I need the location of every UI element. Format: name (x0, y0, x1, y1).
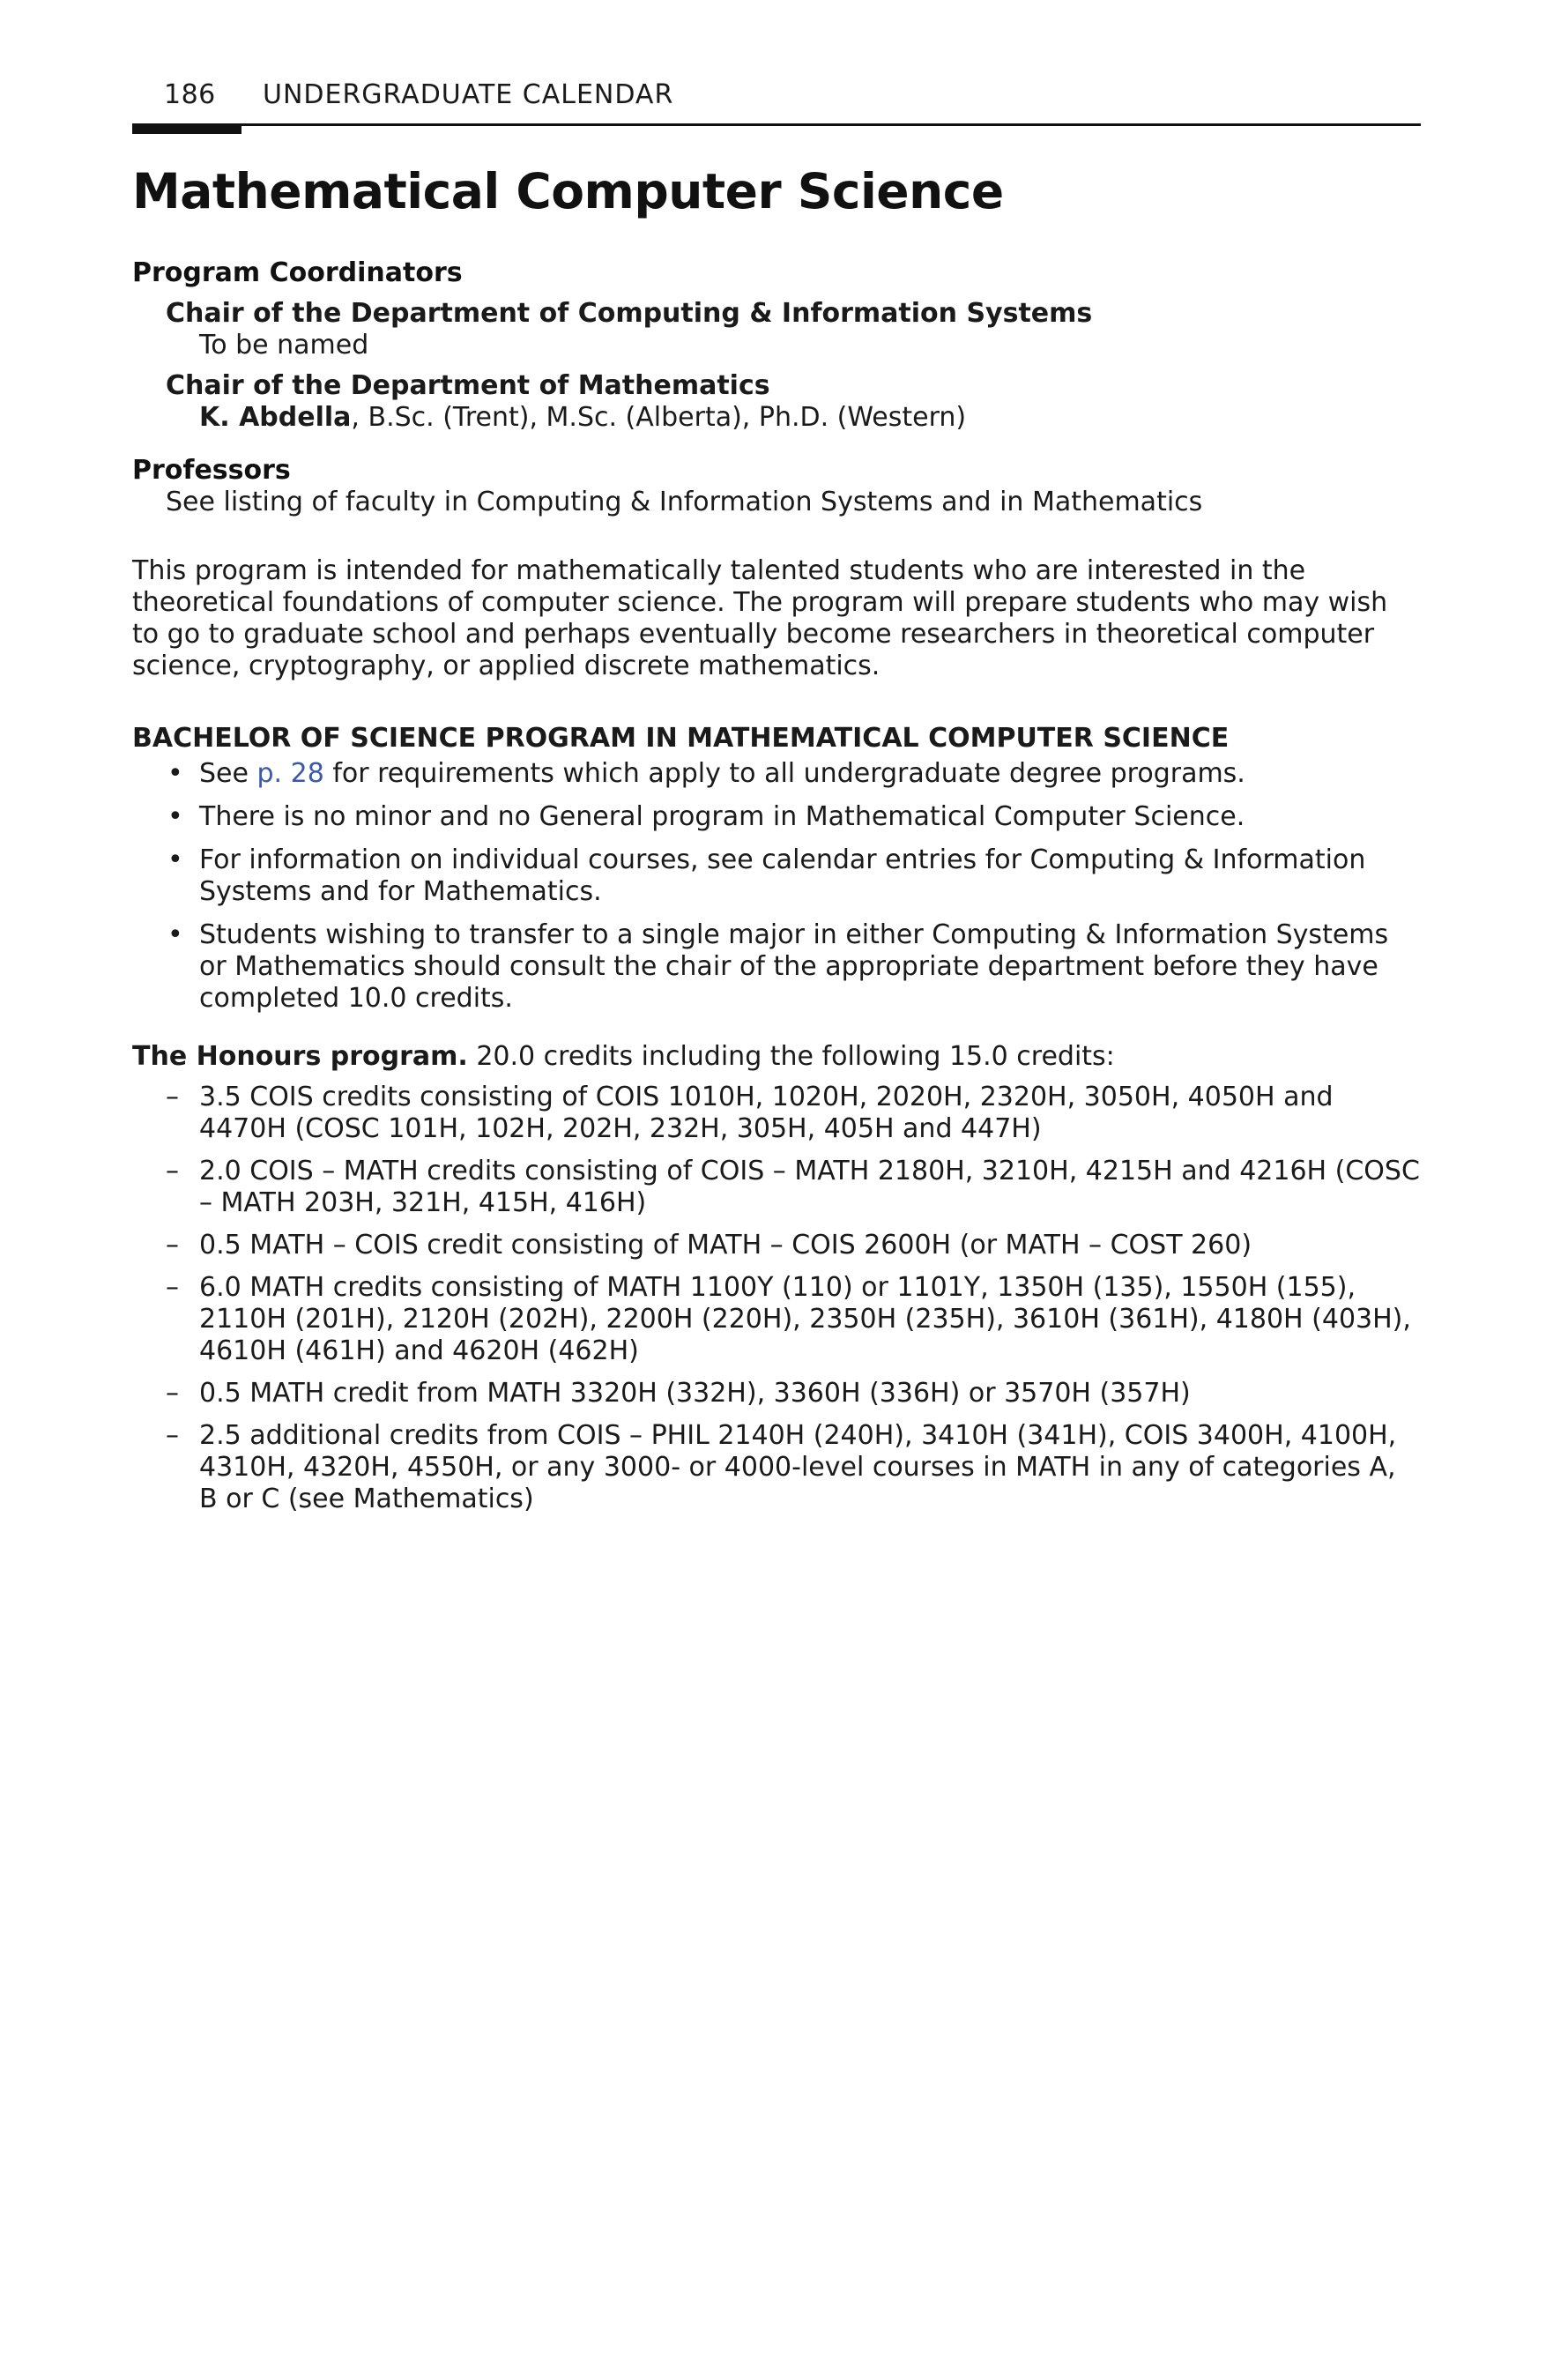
intro-paragraph: This program is intended for mathematically talented students who are interested in the theoretical foundations of computer science. The program will prepare students who may wish to go to graduate school and perhaps eventually become researchers in theoretical computer science, cryptography, or applied discrete mathematics. (132, 554, 1388, 681)
bullet-text-before: See (199, 757, 257, 789)
requirement-text: 2.0 COIS – MATH credits consisting of COIS – MATH 2180H, 3210H, 4215H and 4216H (COSC – MATH 203H, 321H, 415H, 416H) (199, 1155, 1420, 1218)
requirement-text: 0.5 MATH credit from MATH 3320H (332H), 3360H (336H) or 3570H (357H) (199, 1377, 1191, 1409)
bsc-bullet-item (132, 844, 1421, 908)
chair-math-credentials: , B.Sc. (Trent), M.Sc. (Alberta), Ph.D. (Western) (351, 401, 967, 433)
program-coordinators (132, 257, 1421, 434)
bullet-mark: • (167, 757, 183, 789)
professors-heading: Professors (132, 454, 291, 486)
page-28-link[interactable]: p. 28 (256, 757, 324, 789)
honours-label: The Honours program. (132, 1040, 468, 1072)
requirement-item (132, 1378, 1421, 1409)
chair-math-title: Chair of the Department of Mathematics (166, 369, 770, 401)
bullet-text: For information on individual courses, see calendar entries for Computing & Information Systems and for Mathematics. (199, 844, 1366, 907)
requirement-item (132, 1272, 1421, 1367)
bullet-text: Students wishing to transfer to a single major in either Computing & Information Systems or Mathematics should consult the chair of the appropriate department before they have completed 10.0 credits. (199, 919, 1389, 1014)
page-title: Mathematical Computer Science (132, 163, 1004, 219)
bsc-heading: BACHELOR OF SCIENCE PROGRAM IN MATHEMATICAL COMPUTER SCIENCE (132, 722, 1230, 754)
page-number: 186 (164, 79, 216, 110)
chair-cis-title: Chair of the Department of Computing & Information Systems (166, 297, 1093, 329)
header-tab-bar (132, 123, 241, 134)
requirement-text: 2.5 additional credits from COIS – PHIL 2140H (240H), 3410H (341H), COIS 3400H, 4100H, 4310H, 4320H, 4550H, or any 3000- or 4000-level courses in MATH in any of categories A, B or C (see Mathematics) (199, 1419, 1397, 1514)
requirement-text: 0.5 MATH – COIS credit consisting of MATH – COIS 2600H (or MATH – COST 260) (199, 1229, 1252, 1261)
bullet-text-after: for requirements which apply to all undergraduate degree programs. (323, 757, 1245, 789)
bullet-text: There is no minor and no General program in Mathematical Computer Science. (199, 800, 1245, 832)
dash-mark: – (166, 1081, 179, 1112)
honours-credits-text: 20.0 credits including the following 15.0 credits: (467, 1040, 1115, 1072)
bullet-mark: • (167, 919, 183, 950)
calendar-page (132, 78, 1421, 1515)
bullet-mark: • (167, 844, 183, 875)
chair-math-entry (132, 402, 1421, 434)
dash-mark: – (166, 1155, 179, 1186)
running-header (132, 78, 1421, 126)
honours-requirements-list (132, 1082, 1421, 1515)
professors-section (132, 455, 1421, 518)
requirement-item (132, 1420, 1421, 1515)
bsc-bullet-item (132, 758, 1421, 790)
requirement-item (132, 1156, 1421, 1219)
dash-mark: – (166, 1419, 179, 1451)
chair-math-name: K. Abdella (199, 401, 352, 433)
chair-cis-name: To be named (199, 329, 369, 361)
bullet-mark: • (167, 800, 183, 832)
coordinators-heading: Program Coordinators (132, 257, 463, 288)
requirement-text: 6.0 MATH credits consisting of MATH 1100Y (110) or 1101Y, 1350H (135), 1550H (155), 2110H (201H), 2120H (202H), 2200H (220H), 2350H (235H), 3610H (361H), 4180H (403H), 4610H (461H) and 4620H (462H) (199, 1271, 1411, 1366)
professors-text: See listing of faculty in Computing & Information Systems and in Mathematics (166, 486, 1203, 517)
requirement-item (132, 1082, 1421, 1145)
dash-mark: – (166, 1377, 179, 1409)
requirement-item (132, 1230, 1421, 1261)
bsc-bullet-item (132, 919, 1421, 1015)
bsc-bullet-item (132, 801, 1421, 833)
bsc-bullet-list (132, 758, 1421, 1015)
requirement-text: 3.5 COIS credits consisting of COIS 1010H, 1020H, 2020H, 2320H, 3050H, 4050H and 4470H (COSC 101H, 102H, 202H, 232H, 305H, 405H and 447H) (199, 1081, 1334, 1144)
honours-program-intro (132, 1041, 1421, 1073)
dash-mark: – (166, 1271, 179, 1303)
dash-mark: – (166, 1229, 179, 1261)
running-title: UNDERGRADUATE CALENDAR (263, 79, 674, 110)
